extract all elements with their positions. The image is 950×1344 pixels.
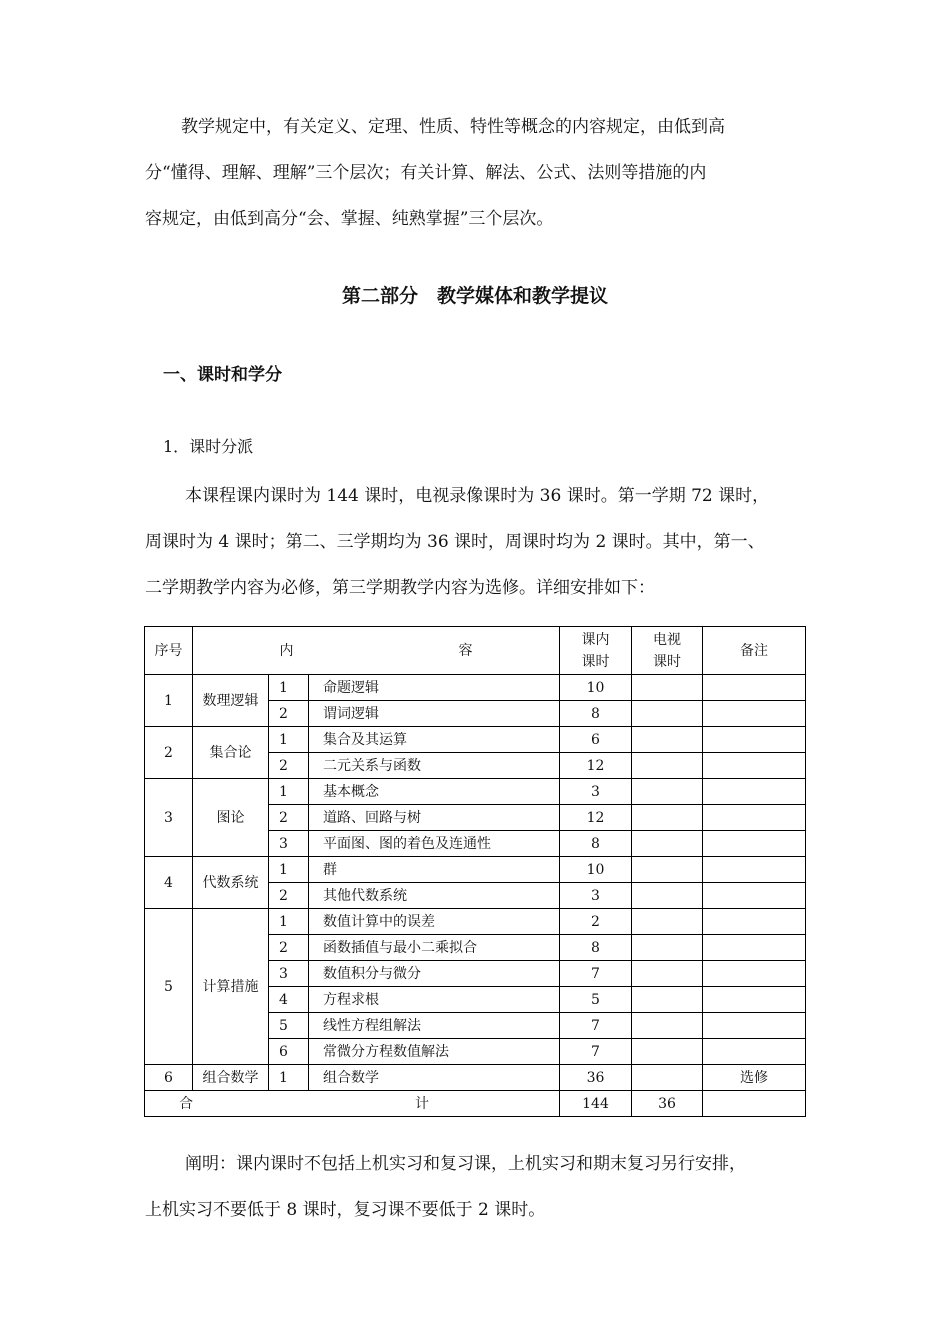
row-hours: 3 bbox=[560, 883, 632, 909]
row-topic: 谓词逻辑 bbox=[309, 701, 560, 727]
row-remark bbox=[703, 779, 806, 805]
row-number: 2 bbox=[269, 935, 309, 961]
row-hours: 7 bbox=[560, 1039, 632, 1065]
header-content bbox=[193, 627, 560, 675]
row-topic: 集合及其运算 bbox=[309, 727, 560, 753]
table-row bbox=[145, 779, 806, 805]
row-remark bbox=[703, 935, 806, 961]
group-name: 代数系统 bbox=[193, 857, 269, 909]
row-number: 2 bbox=[269, 883, 309, 909]
row-topic: 常微分方程数值解法 bbox=[309, 1039, 560, 1065]
row-number: 1 bbox=[269, 779, 309, 805]
row-remark bbox=[703, 857, 806, 883]
row-hours: 10 bbox=[560, 857, 632, 883]
row-hours: 2 bbox=[560, 909, 632, 935]
course-hours-table bbox=[144, 626, 806, 1117]
row-remark: 选修 bbox=[703, 1065, 806, 1091]
subsection-title: 1．课时分派 bbox=[163, 437, 254, 456]
row-tv bbox=[632, 701, 703, 727]
row-tv bbox=[632, 1013, 703, 1039]
row-number: 2 bbox=[269, 753, 309, 779]
row-hours: 8 bbox=[560, 935, 632, 961]
row-topic: 基本概念 bbox=[309, 779, 560, 805]
row-remark bbox=[703, 883, 806, 909]
row-remark bbox=[703, 753, 806, 779]
header-tv-hours-line: 电视 bbox=[653, 631, 682, 648]
total-tv: 36 bbox=[632, 1091, 703, 1117]
row-topic: 组合数学 bbox=[309, 1065, 560, 1091]
group-name: 计算措施 bbox=[193, 909, 269, 1065]
total-label bbox=[145, 1091, 560, 1117]
note-line: 上机实习不要低于 8 课时，复习课不要低于 2 课时。 bbox=[145, 1200, 546, 1220]
row-tv bbox=[632, 1065, 703, 1091]
intro-line: 容规定，由低到高分“会、掌握、纯熟掌握”三个层次。 bbox=[145, 209, 554, 229]
group-name: 数理逻辑 bbox=[193, 675, 269, 727]
row-remark bbox=[703, 675, 806, 701]
row-hours: 10 bbox=[560, 675, 632, 701]
row-number: 1 bbox=[269, 857, 309, 883]
table-row bbox=[145, 675, 806, 701]
group-seq: 4 bbox=[145, 857, 193, 909]
row-hours: 12 bbox=[560, 753, 632, 779]
total-label-right: 计 bbox=[415, 1095, 430, 1112]
row-number: 5 bbox=[269, 1013, 309, 1039]
part-title: 第二部分 教学媒体和教学提议 bbox=[341, 285, 608, 307]
row-tv bbox=[632, 831, 703, 857]
row-hours: 7 bbox=[560, 961, 632, 987]
row-tv bbox=[632, 961, 703, 987]
row-remark bbox=[703, 805, 806, 831]
row-remark bbox=[703, 701, 806, 727]
intro-line: 教学规定中，有关定义、定理、性质、特性等概念的内容规定，由低到高 bbox=[181, 117, 725, 137]
row-hours: 12 bbox=[560, 805, 632, 831]
row-remark bbox=[703, 1013, 806, 1039]
group-seq: 3 bbox=[145, 779, 193, 857]
header-remark: 备注 bbox=[703, 627, 806, 675]
header-class-hours bbox=[560, 627, 632, 675]
row-topic: 线性方程组解法 bbox=[309, 1013, 560, 1039]
row-remark bbox=[703, 987, 806, 1013]
row-number: 3 bbox=[269, 831, 309, 857]
header-tv-hours bbox=[632, 627, 703, 675]
total-hours: 144 bbox=[560, 1091, 632, 1117]
group-seq: 6 bbox=[145, 1065, 193, 1091]
header-content-right: 容 bbox=[458, 642, 473, 659]
row-number: 1 bbox=[269, 1065, 309, 1091]
row-topic: 平面图、图的着色及连通性 bbox=[309, 831, 560, 857]
row-number: 6 bbox=[269, 1039, 309, 1065]
table-row bbox=[145, 909, 806, 935]
row-topic: 二元关系与函数 bbox=[309, 753, 560, 779]
total-label-left: 合 bbox=[179, 1095, 193, 1112]
row-tv bbox=[632, 779, 703, 805]
row-remark bbox=[703, 727, 806, 753]
total-remark bbox=[703, 1091, 806, 1117]
row-tv bbox=[632, 883, 703, 909]
row-hours: 8 bbox=[560, 701, 632, 727]
row-tv bbox=[632, 675, 703, 701]
row-hours: 6 bbox=[560, 727, 632, 753]
table-row bbox=[145, 857, 806, 883]
row-topic: 数值积分与微分 bbox=[309, 961, 560, 987]
row-tv bbox=[632, 935, 703, 961]
body-line: 周课时为 4 课时；第二、三学期均为 36 课时，周课时均为 2 课时。其中，第一、 bbox=[145, 532, 765, 552]
row-topic: 其他代数系统 bbox=[309, 883, 560, 909]
body-line: 本课程课内课时为 144 课时，电视录像课时为 36 课时。第一学期 72 课时， bbox=[185, 486, 770, 506]
group-name: 组合数学 bbox=[193, 1065, 269, 1091]
row-number: 3 bbox=[269, 961, 309, 987]
row-remark bbox=[703, 1039, 806, 1065]
header-content-left: 内 bbox=[279, 642, 294, 659]
row-topic: 命题逻辑 bbox=[309, 675, 560, 701]
section-title: 一、课时和学分 bbox=[163, 365, 282, 385]
row-hours: 8 bbox=[560, 831, 632, 857]
header-class-hours-line: 课内 bbox=[581, 631, 610, 648]
table-row bbox=[145, 727, 806, 753]
row-remark bbox=[703, 909, 806, 935]
row-hours: 5 bbox=[560, 987, 632, 1013]
note-paragraph bbox=[145, 1141, 815, 1233]
row-topic: 群 bbox=[309, 857, 560, 883]
row-tv bbox=[632, 805, 703, 831]
row-number: 1 bbox=[269, 909, 309, 935]
row-number: 2 bbox=[269, 701, 309, 727]
row-hours: 3 bbox=[560, 779, 632, 805]
header-seq: 序号 bbox=[145, 627, 193, 675]
row-number: 4 bbox=[269, 987, 309, 1013]
intro-line: 分“懂得、理解、理解”三个层次；有关计算、解法、公式、法则等措施的内 bbox=[145, 163, 707, 183]
row-topic: 方程求根 bbox=[309, 987, 560, 1013]
row-topic: 函数插值与最小二乘拟合 bbox=[309, 935, 560, 961]
group-name: 图论 bbox=[193, 779, 269, 857]
row-remark bbox=[703, 961, 806, 987]
row-hours: 36 bbox=[560, 1065, 632, 1091]
table-header-row bbox=[145, 627, 806, 675]
row-topic: 数值计算中的误差 bbox=[309, 909, 560, 935]
row-remark bbox=[703, 831, 806, 857]
row-tv bbox=[632, 909, 703, 935]
row-number: 2 bbox=[269, 805, 309, 831]
group-seq: 2 bbox=[145, 727, 193, 779]
group-name: 集合论 bbox=[193, 727, 269, 779]
intro-paragraph bbox=[145, 104, 815, 242]
body-line: 二学期教学内容为必修，第三学期教学内容为选修。详细安排如下： bbox=[145, 578, 655, 598]
row-tv bbox=[632, 753, 703, 779]
row-number: 1 bbox=[269, 727, 309, 753]
row-number: 1 bbox=[269, 675, 309, 701]
header-tv-hours-line: 课时 bbox=[653, 653, 682, 670]
row-tv bbox=[632, 857, 703, 883]
table-row bbox=[145, 1065, 806, 1091]
note-line: 阐明：课内课时不包括上机实习和复习课，上机实习和期末复习另行安排， bbox=[185, 1154, 746, 1174]
group-seq: 1 bbox=[145, 675, 193, 727]
group-seq: 5 bbox=[145, 909, 193, 1065]
row-hours: 7 bbox=[560, 1013, 632, 1039]
row-tv bbox=[632, 727, 703, 753]
total-row bbox=[145, 1091, 806, 1117]
body-paragraph bbox=[145, 473, 815, 611]
row-topic: 道路、回路与树 bbox=[309, 805, 560, 831]
row-tv bbox=[632, 987, 703, 1013]
row-tv bbox=[632, 1039, 703, 1065]
header-class-hours-line: 课时 bbox=[581, 653, 610, 670]
